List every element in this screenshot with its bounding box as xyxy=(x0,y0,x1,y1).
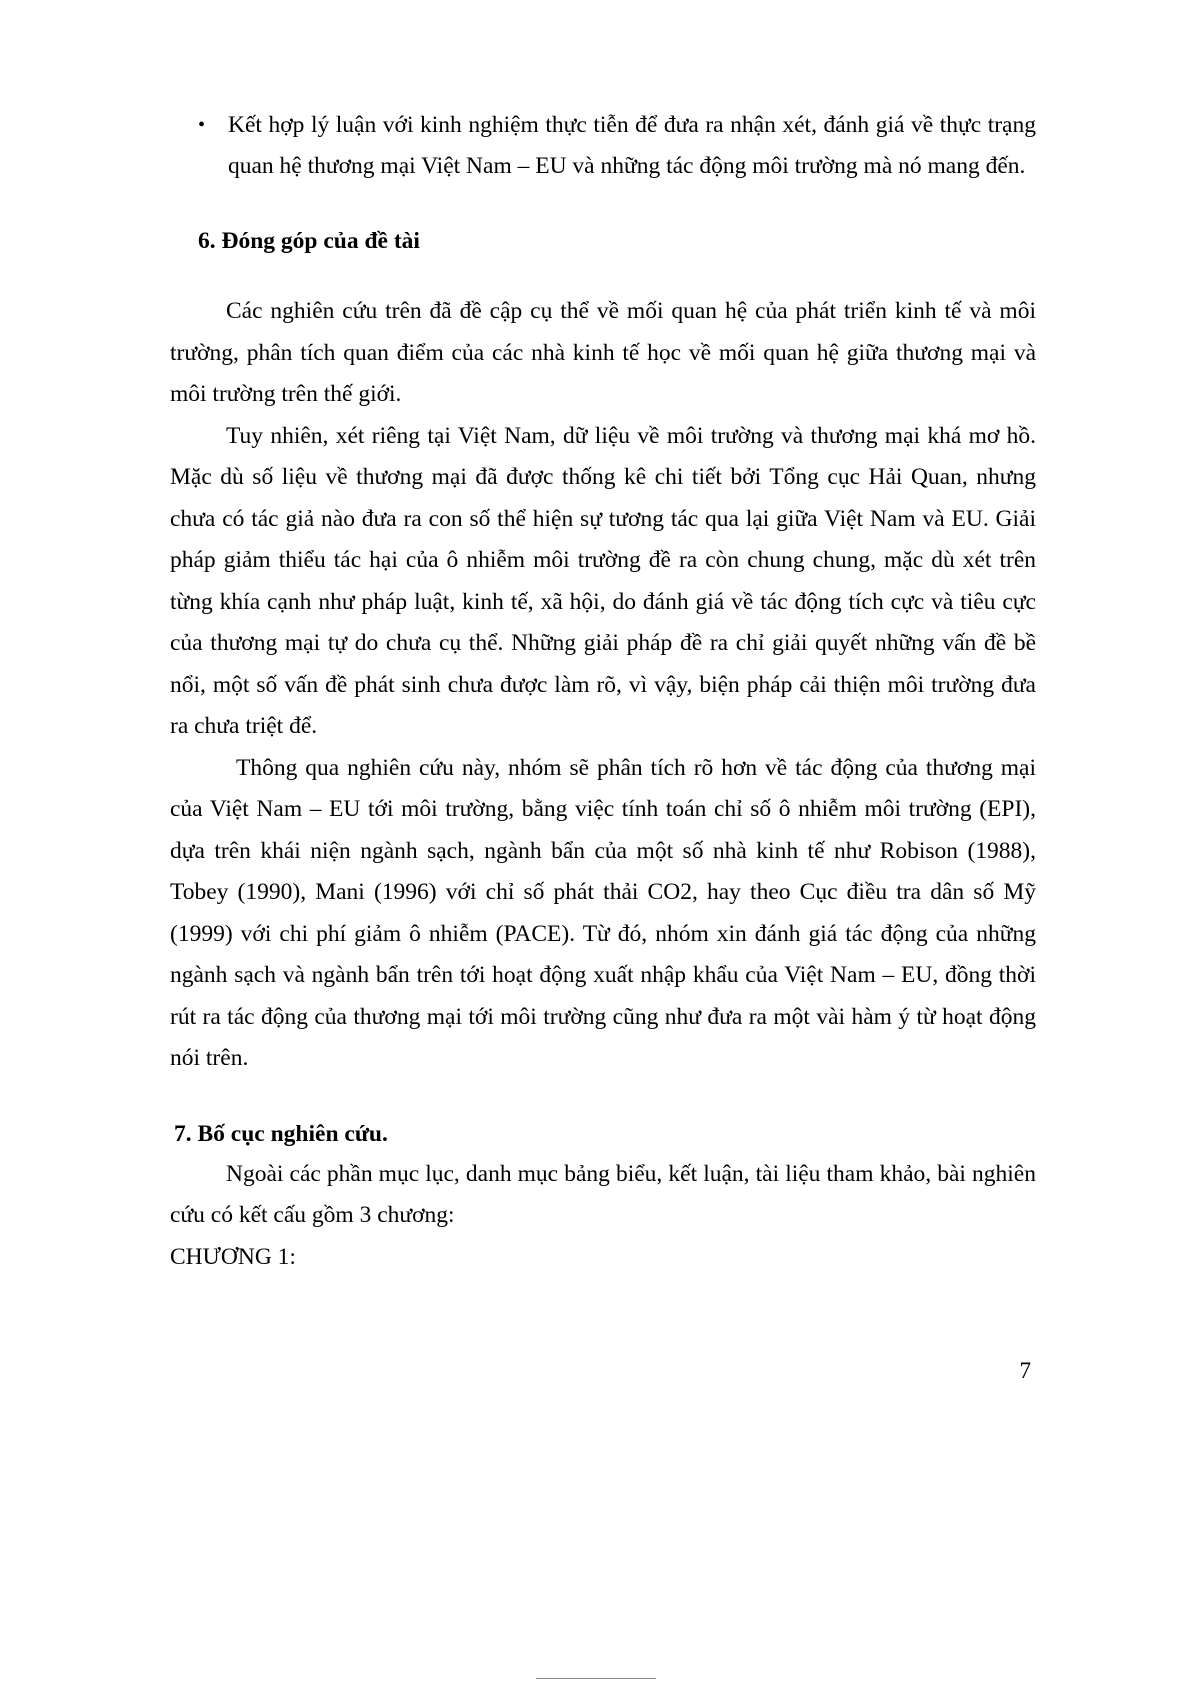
section-heading-6: 6. Đóng góp của đề tài xyxy=(198,228,420,254)
section-heading-7: 7. Bố cục nghiên cứu. xyxy=(174,1120,388,1147)
paragraph: Ngoài các phần mục lục, danh mục bảng biểu, kết luận, tài liệu tham khảo, bài nghiên cứu có kết cấu gồm 3 chương: xyxy=(170,1160,1036,1228)
bullet-list xyxy=(170,105,1036,187)
paragraph: Các nghiên cứu trên đã đề cập cụ thể về mối quan hệ của phát triển kinh tế và môi trường, phân tích quan điểm của các nhà kinh tế học về mối quan hệ giữa thương mại và môi trường trên thế giới. xyxy=(170,298,1036,407)
paragraph: Tuy nhiên, xét riêng tại Việt Nam, dữ liệu về môi trường và thương mại khá mơ hồ. Mặc dù số liệu về thương mại đã được thống kê chi tiết bởi Tổng cục Hải Quan, nhưng chưa có tác giả nào đưa ra con số thể hiện sự tương tác qua lại giữa Việt Nam và EU. Giải pháp giảm thiểu tác hại của ô nhiễm môi trường đề ra còn chung chung, mặc dù xét trên từng khía cạnh như pháp luật, kinh tế, xã hội, do đánh giá về tác động tích cực và tiêu cực của thương mại tự do chưa cụ thể. Những giải pháp đề ra chỉ giải quyết những vấn đề bề nổi, một số vấn đề phát sinh chưa được làm rõ, vì vậy, biện pháp cải thiện môi trường đưa ra chưa triệt để. xyxy=(170,422,1036,739)
footer-divider xyxy=(536,1678,656,1679)
page-number: 7 xyxy=(1019,1358,1031,1383)
spacer xyxy=(170,1080,1036,1114)
paragraph: Thông qua nghiên cứu này, nhóm sẽ phân tích rõ hơn về tác động của thương mại của Việt Nam – EU tới môi trường, bằng việc tính toán chỉ số ô nhiễm môi trường (EPI), dựa trên khái niện ngành sạch, ngành bẩn của một số nhà kinh tế như Robison (1988), Tobey (1990), Mani (1996) với chỉ số phát thải CO2, hay theo Cục điều tra dân số Mỹ (1999) với chi phí giảm ô nhiễm (PACE). Từ đó, nhóm xin đánh giá tác động của những ngành sạch và ngành bẩn trên tới hoạt động xuất nhập khẩu của Việt Nam – EU, đồng thời rút ra tác động của thương mại tới môi trường cũng như đưa ra một vài hàm ý từ hoạt động nói trên. xyxy=(170,754,1036,1071)
list-item: • Kết hợp lý luận với kinh nghiệm thực tiễn để đưa ra nhận xét, đánh giá về thực trạng quan hệ thương mại Việt Nam – EU và những tác động môi trường mà nó mang đến. xyxy=(170,105,1036,187)
chapter-label: CHƯƠNG 1: xyxy=(170,1243,296,1270)
